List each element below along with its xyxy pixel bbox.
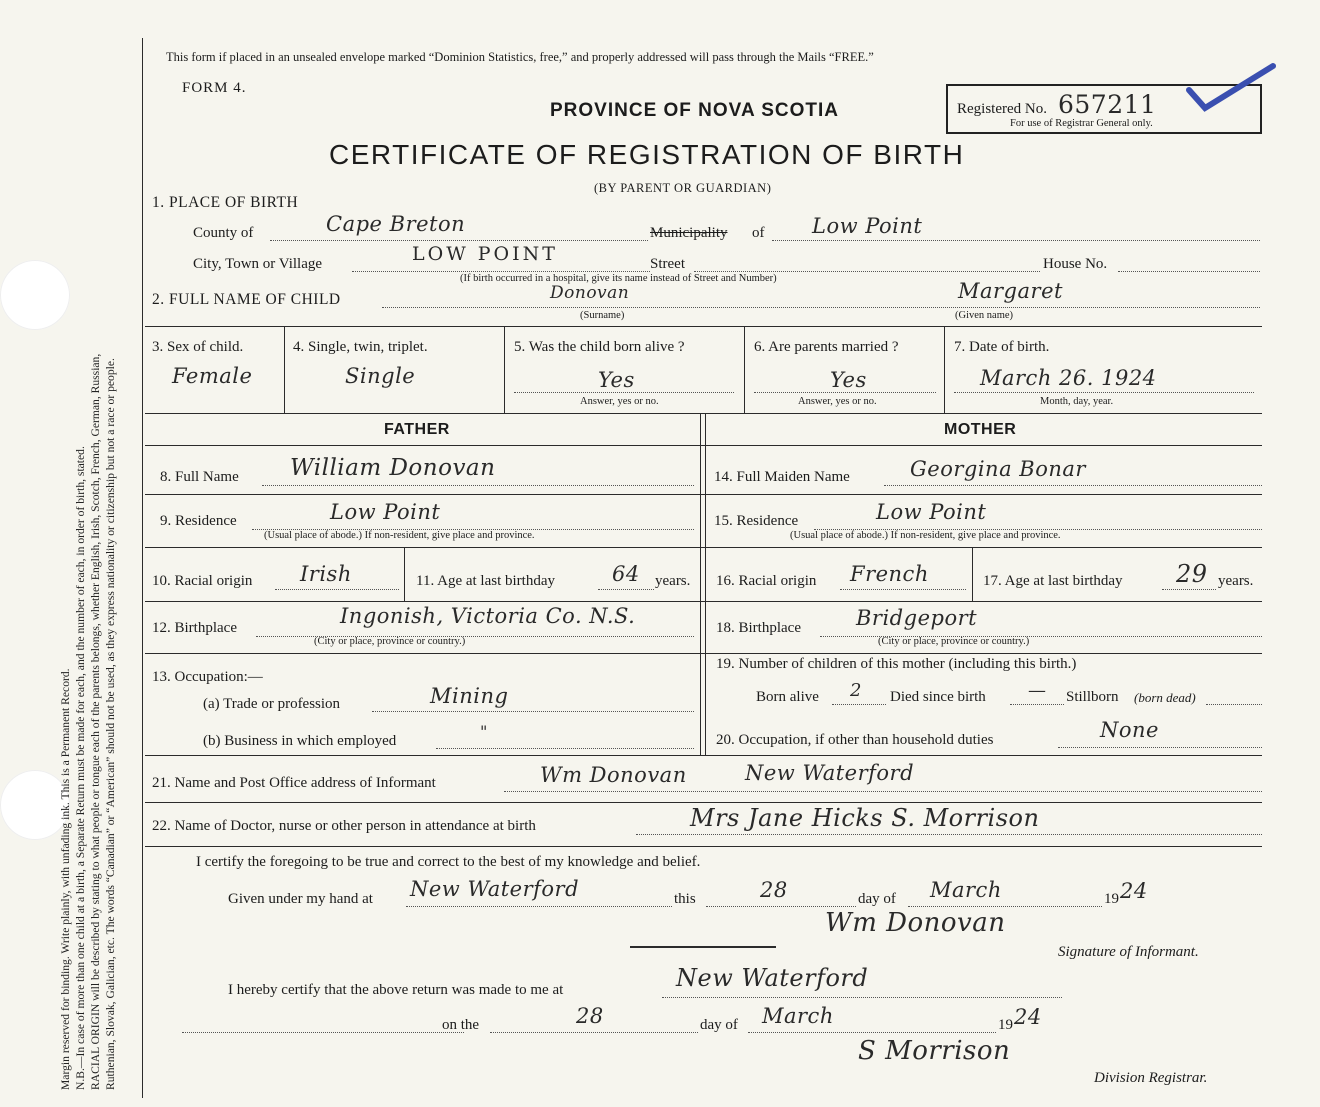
sex-value: Female xyxy=(172,364,253,388)
certificate-subtitle: (BY PARENT OR GUARDIAN) xyxy=(594,181,772,195)
father-heading: FATHER xyxy=(384,421,450,438)
alive-dots xyxy=(514,392,734,393)
municipality-dots xyxy=(772,240,1260,241)
registrar-place: New Waterford xyxy=(676,964,869,992)
street-dots xyxy=(694,271,1040,272)
trade-value: Mining xyxy=(430,684,509,708)
father-name-value: William Donovan xyxy=(290,455,496,481)
dob-value: March 26. 1924 xyxy=(980,366,1157,390)
informant-address: New Waterford xyxy=(745,761,915,785)
county-label: County of xyxy=(193,225,254,241)
informant-label: 21. Name and Post Office address of Informant xyxy=(152,775,436,791)
died-label: Died since birth xyxy=(890,689,986,705)
year-prefix: 19 xyxy=(1104,891,1119,907)
dob-caption: Month, day, year. xyxy=(1040,396,1114,407)
registrar-year-prefix: 19 xyxy=(998,1017,1013,1033)
house-label: House No. xyxy=(1043,256,1108,272)
child-name-label: 2. FULL NAME OF CHILD xyxy=(152,291,341,308)
father-residence-label: 9. Residence xyxy=(160,513,237,529)
father-age-value: 64 xyxy=(612,562,640,586)
mother-heading: MOTHER xyxy=(944,421,1017,438)
children-label: 19. Number of children of this mother (including this birth.) xyxy=(716,656,1077,672)
doctor-value: Mrs Jane Hicks S. Morrison xyxy=(690,804,1040,832)
racial-divider xyxy=(972,547,973,601)
signature-caption: Signature of Informant. xyxy=(1058,944,1199,960)
child-surname: Donovan xyxy=(550,283,630,303)
mother-residence-caption: (Usual place of abode.) If non-resident, give place and province. xyxy=(790,530,1061,541)
this-label: this xyxy=(674,891,696,907)
surname-caption: (Surname) xyxy=(580,310,625,321)
doctor-label: 22. Name of Doctor, nurse or other person in attendance at birth xyxy=(152,818,536,834)
father-name-label: 8. Full Name xyxy=(160,469,239,485)
born-alive-dots xyxy=(832,704,886,705)
business-dots xyxy=(436,748,694,749)
father-racial-label: 10. Racial origin xyxy=(152,573,253,589)
mother-age-dots xyxy=(1162,589,1216,590)
heading-rule xyxy=(145,445,1262,446)
month-dots xyxy=(908,906,1102,907)
of-label: of xyxy=(752,225,765,241)
business-label: (b) Business in which employed xyxy=(203,733,397,749)
side-margin-line: RACIAL ORIGIN will be described by stating to what people or tongue each of the parents belongs, whether English, Irish, Scotch, French, German, Russian, xyxy=(89,353,102,1090)
mother-name-label: 14. Full Maiden Name xyxy=(714,469,850,485)
row3-top-rule xyxy=(145,326,1262,327)
mother-birthplace-value: Bridgeport xyxy=(856,606,978,630)
certificate-title: CERTIFICATE OF REGISTRATION OF BIRTH xyxy=(329,139,965,170)
died-dots xyxy=(1010,704,1064,705)
informant-dots xyxy=(504,791,1262,792)
mother-birthplace-label: 18. Birthplace xyxy=(716,620,801,636)
dob-label: 7. Date of birth. xyxy=(954,339,1050,355)
registrar-day-dots xyxy=(490,1032,698,1033)
married-label: 6. Are parents married ? xyxy=(754,339,899,355)
city-dots xyxy=(352,271,650,272)
county-value: Cape Breton xyxy=(326,212,466,236)
city-value: LOW POINT xyxy=(412,243,558,265)
stillborn-dots xyxy=(1206,704,1262,705)
registrar-day-of: day of xyxy=(700,1017,738,1033)
father-racial-dots xyxy=(275,589,399,590)
county-dots xyxy=(270,240,648,241)
year-suffix: 24 xyxy=(1120,879,1148,903)
certify-statement: I certify the foregoing to be true and correct to the best of my knowledge and belief. xyxy=(196,854,701,870)
informant-signature: Wm Donovan xyxy=(825,908,1006,938)
day-dots xyxy=(706,906,856,907)
day-of-label: day of xyxy=(858,891,896,907)
mother-years: years. xyxy=(1218,573,1254,589)
married-dots xyxy=(754,392,936,393)
given-caption: (Given name) xyxy=(955,310,1014,321)
stillborn-label: Stillborn xyxy=(1066,689,1119,705)
city-label: City, Town or Village xyxy=(193,256,323,272)
side-margin-line: Ruthenian, Slovak, Galician, etc. The words “Canadian” or “American” should not be used, as they express nationality or citizenship but not a race or people. xyxy=(104,358,117,1090)
died-value: — xyxy=(1028,680,1047,701)
mother-birthplace-caption: (City or place, province or country.) xyxy=(878,636,1030,647)
business-value: " xyxy=(480,722,488,741)
side-margin-text xyxy=(58,40,118,1090)
row-rule xyxy=(145,547,1262,548)
certify-month: March xyxy=(930,878,1002,902)
row3-bottom-rule xyxy=(145,413,1262,414)
mailing-notice: This form if placed in an unsealed envelope marked “Dominion Statistics, free,” and properly addressed will pass through the Mails “FREE.” xyxy=(166,50,874,64)
given-place: New Waterford xyxy=(410,877,580,901)
plurality-label: 4. Single, twin, triplet. xyxy=(293,339,428,355)
father-birthplace-label: 12. Birthplace xyxy=(152,620,237,636)
given-label: Given under my hand at xyxy=(228,891,373,907)
mother-age-label: 17. Age at last birthday xyxy=(983,573,1123,589)
row-rule xyxy=(145,802,1262,803)
dob-dots xyxy=(954,392,1254,393)
father-residence-caption: (Usual place of abode.) If non-resident, give place and province. xyxy=(264,530,535,541)
mother-racial-value: French xyxy=(850,562,929,586)
father-residence-value: Low Point xyxy=(330,500,441,524)
mother-racial-dots xyxy=(840,589,966,590)
margin-rule xyxy=(142,38,143,1098)
mother-residence-value: Low Point xyxy=(876,500,987,524)
sex-label: 3. Sex of child. xyxy=(152,339,244,355)
registrar-signature: S Morrison xyxy=(858,1036,1011,1066)
married-value: Yes xyxy=(830,368,867,392)
father-age-dots xyxy=(598,589,654,590)
informant-name: Wm Donovan xyxy=(540,763,687,787)
municipality-label: Municipality xyxy=(650,225,728,241)
mother-name-dots xyxy=(884,485,1262,486)
mother-racial-label: 16. Racial origin xyxy=(716,573,817,589)
row-rule xyxy=(145,846,1262,847)
row3-divider xyxy=(944,326,945,413)
parents-divider xyxy=(700,413,701,755)
registrar-statement: I hereby certify that the above return was made to me at xyxy=(228,982,564,998)
registrar-lead-dots xyxy=(182,1032,464,1033)
born-alive-value: 2 xyxy=(850,680,862,701)
row3-divider xyxy=(744,326,745,413)
father-racial-value: Irish xyxy=(300,562,352,586)
given-place-dots xyxy=(406,906,672,907)
registered-number: 657211 xyxy=(1058,90,1157,119)
row3-divider xyxy=(504,326,505,413)
row-rule xyxy=(145,601,1262,602)
registrar-year-suffix: 24 xyxy=(1014,1005,1042,1029)
doctor-dots xyxy=(636,834,1262,835)
trade-dots xyxy=(372,711,694,712)
registrar-month-dots xyxy=(748,1032,996,1033)
alive-label: 5. Was the child born alive ? xyxy=(514,339,685,355)
on-the-label: on the xyxy=(442,1017,480,1033)
plurality-value: Single xyxy=(345,364,416,388)
father-years: years. xyxy=(655,573,691,589)
child-name-dots xyxy=(382,307,1260,308)
row-rule xyxy=(145,494,1262,495)
side-margin-line: Margin reserved for binding. Write plainly, with unfading ink. This is a Permanent Record. xyxy=(59,668,72,1090)
mother-occupation-label: 20. Occupation, if other than household duties xyxy=(716,732,994,748)
registrar-day: 28 xyxy=(576,1004,604,1028)
checkmark-icon xyxy=(1185,60,1280,120)
parents-divider xyxy=(705,413,706,755)
province-heading: PROVINCE OF NOVA SCOTIA xyxy=(550,100,840,121)
father-name-dots xyxy=(262,485,694,486)
house-dots xyxy=(1118,271,1260,272)
father-age-label: 11. Age at last birthday xyxy=(416,573,555,589)
stillborn-note: (born dead) xyxy=(1134,690,1196,705)
registered-label: Registered No. xyxy=(957,101,1047,117)
registered-note: For use of Registrar General only. xyxy=(1010,118,1153,129)
place-of-birth-heading: 1. PLACE OF BIRTH xyxy=(152,194,299,211)
hospital-note: (If birth occurred in a hospital, give its name instead of Street and Number) xyxy=(460,273,777,284)
born-alive-label: Born alive xyxy=(756,689,819,705)
mother-name-value: Georgina Bonar xyxy=(910,457,1086,481)
mother-occupation-dots xyxy=(1058,747,1262,748)
father-birthplace-caption: (City or place, province or country.) xyxy=(314,636,466,647)
street-label: Street xyxy=(650,256,685,272)
form-number: FORM 4. xyxy=(182,80,247,96)
row-rule xyxy=(145,755,1262,756)
municipality-value: Low Point xyxy=(812,214,923,238)
child-given-name: Margaret xyxy=(958,279,1063,303)
registrar-caption: Division Registrar. xyxy=(1094,1070,1208,1086)
row-rule xyxy=(145,653,1262,654)
alive-caption: Answer, yes or no. xyxy=(580,396,659,407)
mother-age-value: 29 xyxy=(1176,560,1208,588)
registrar-month: March xyxy=(762,1004,834,1028)
mother-occupation-value: None xyxy=(1100,718,1159,742)
married-caption: Answer, yes or no. xyxy=(798,396,877,407)
side-margin-line: N.B.—In case of more than one child at a birth, a Separate Return must be made for each, and the number of each, in order of birth, stated. xyxy=(74,446,87,1090)
alive-value: Yes xyxy=(598,368,635,392)
row3-divider xyxy=(284,326,285,413)
racial-divider xyxy=(404,547,405,601)
occupation-label: 13. Occupation:— xyxy=(152,669,263,685)
father-birthplace-value: Ingonish, Victoria Co. N.S. xyxy=(340,604,636,628)
registrar-place-dots xyxy=(662,997,1062,998)
trade-label: (a) Trade or profession xyxy=(203,696,341,712)
signature-rule xyxy=(630,946,776,948)
mother-residence-label: 15. Residence xyxy=(714,513,799,529)
certify-day: 28 xyxy=(760,878,788,902)
